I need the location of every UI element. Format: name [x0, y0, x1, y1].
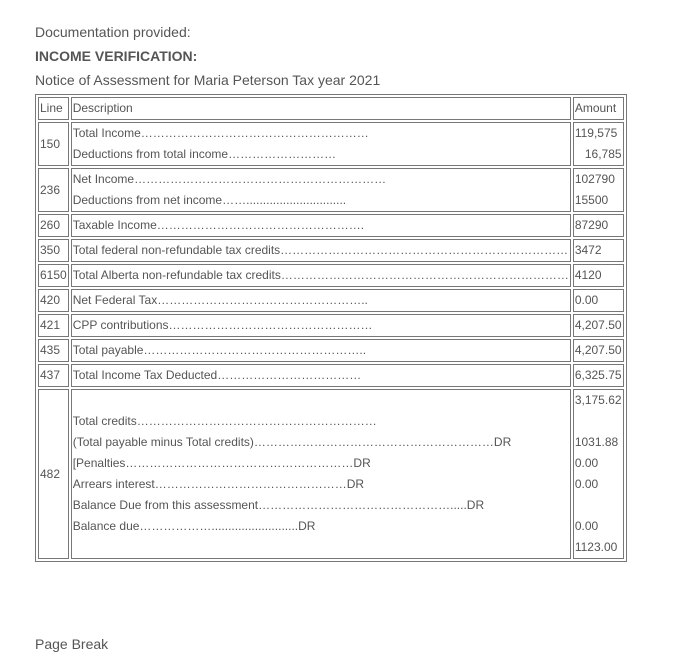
- amount-taxable-income: 87290: [573, 214, 624, 237]
- line-number: 421: [38, 314, 69, 337]
- line-number: 236: [38, 168, 69, 212]
- description-balance-due-from-assessment: Balance Due from this assessment………………………………………….....DR: [72, 498, 485, 512]
- amount-total-income: 119,575: [574, 126, 618, 140]
- table-row-420: [38, 289, 624, 312]
- description-cell: [71, 122, 571, 166]
- table-row-236: [38, 168, 624, 212]
- line-number: 6150: [38, 264, 69, 287]
- line-number: 482: [38, 389, 69, 559]
- amount-net-federal-tax: 0.00: [573, 289, 624, 312]
- documentation-provided-label: Documentation provided:: [35, 24, 191, 40]
- amount-total-payable-minus-credits: 1031.88: [574, 435, 619, 449]
- amount-first: 3,175.62: [574, 393, 622, 407]
- notice-of-assessment-table: [35, 94, 627, 562]
- table-row-260: [38, 214, 624, 237]
- table-header-row: [38, 97, 624, 120]
- table-row-435: [38, 339, 624, 362]
- description-cell: [71, 389, 571, 559]
- description-alberta-credits: Total Alberta non-refundable tax credits………………………………………………………………: [71, 264, 571, 287]
- table-row-350: [38, 239, 624, 262]
- description-cpp-contributions: CPP contributions……………………………………………: [71, 314, 571, 337]
- amount-cell: [573, 168, 624, 212]
- amount-last: 1123.00: [574, 540, 618, 554]
- amount-alberta-credits: 4120: [573, 264, 624, 287]
- column-header-line: Line: [38, 97, 69, 120]
- amount-deductions-total-income: 16,785: [584, 147, 622, 161]
- description-total-payable: Total payable………………………………………………..: [71, 339, 571, 362]
- spacer: [73, 537, 569, 558]
- description-income-tax-deducted: Total Income Tax Deducted………………………………: [71, 364, 571, 387]
- description-total-income: Total Income…………………………………………………: [72, 126, 369, 140]
- line-number: 437: [38, 364, 69, 387]
- description-total-credits: Total credits……………………………………………………: [72, 414, 377, 428]
- amount-income-tax-deducted: 6,325.75: [573, 364, 624, 387]
- line-number: 420: [38, 289, 69, 312]
- line-number: 150: [38, 122, 69, 166]
- description-cell: [71, 168, 571, 212]
- spacer: [73, 390, 569, 411]
- description-deductions-net-income: Deductions from net income……..............................: [72, 193, 347, 207]
- table-row-482: [38, 389, 624, 559]
- page-break-label: Page Break: [35, 636, 109, 652]
- amount-net-income: 102790: [574, 172, 615, 186]
- spacer: [575, 411, 622, 432]
- amount-total-payable: 4,207.50: [573, 339, 624, 362]
- amount-cell: [573, 389, 624, 559]
- description-net-federal-tax: Net Federal Tax……………………………………………..: [71, 289, 571, 312]
- spacer: [575, 495, 622, 516]
- line-number: 435: [38, 339, 69, 362]
- description-taxable-income: Taxable Income…………………………………………….: [71, 214, 571, 237]
- description-federal-credits: Total federal non-refundable tax credits………………………………………………………………: [71, 239, 571, 262]
- description-deductions-total-income: Deductions from total income………………………: [72, 147, 337, 161]
- column-header-amount: Amount: [573, 97, 624, 120]
- table-row-421: [38, 314, 624, 337]
- column-header-description: Description: [71, 97, 571, 120]
- description-balance-due: Balance due………………..........................DR: [72, 519, 316, 533]
- table-row-150: [38, 122, 624, 166]
- description-net-income: Net Income………………………………………………………: [72, 172, 387, 186]
- table-row-6150: [38, 264, 624, 287]
- income-verification-heading: INCOME VERIFICATION:: [35, 48, 198, 64]
- line-number: 260: [38, 214, 69, 237]
- description-total-payable-minus-credits: (Total payable minus Total credits)……………………………………………………DR: [72, 435, 512, 449]
- table-row-437: [38, 364, 624, 387]
- amount-federal-credits: 3472: [573, 239, 624, 262]
- amount-deductions-net-income: 15500: [574, 193, 609, 207]
- description-penalties: [Penalties…………………………………………………DR: [72, 456, 371, 470]
- line-number: 350: [38, 239, 69, 262]
- amount-cpp-contributions: 4,207.50: [573, 314, 624, 337]
- amount-arrears-interest: 0.00: [574, 477, 599, 491]
- amount-cell: [573, 122, 624, 166]
- amount-balance-due: 0.00: [574, 519, 599, 533]
- description-arrears-interest: Arrears interest…………………………………………DR: [72, 477, 365, 491]
- notice-of-assessment-title: Notice of Assessment for Maria Peterson Tax year 2021: [35, 72, 381, 88]
- amount-penalties: 0.00: [574, 456, 599, 470]
